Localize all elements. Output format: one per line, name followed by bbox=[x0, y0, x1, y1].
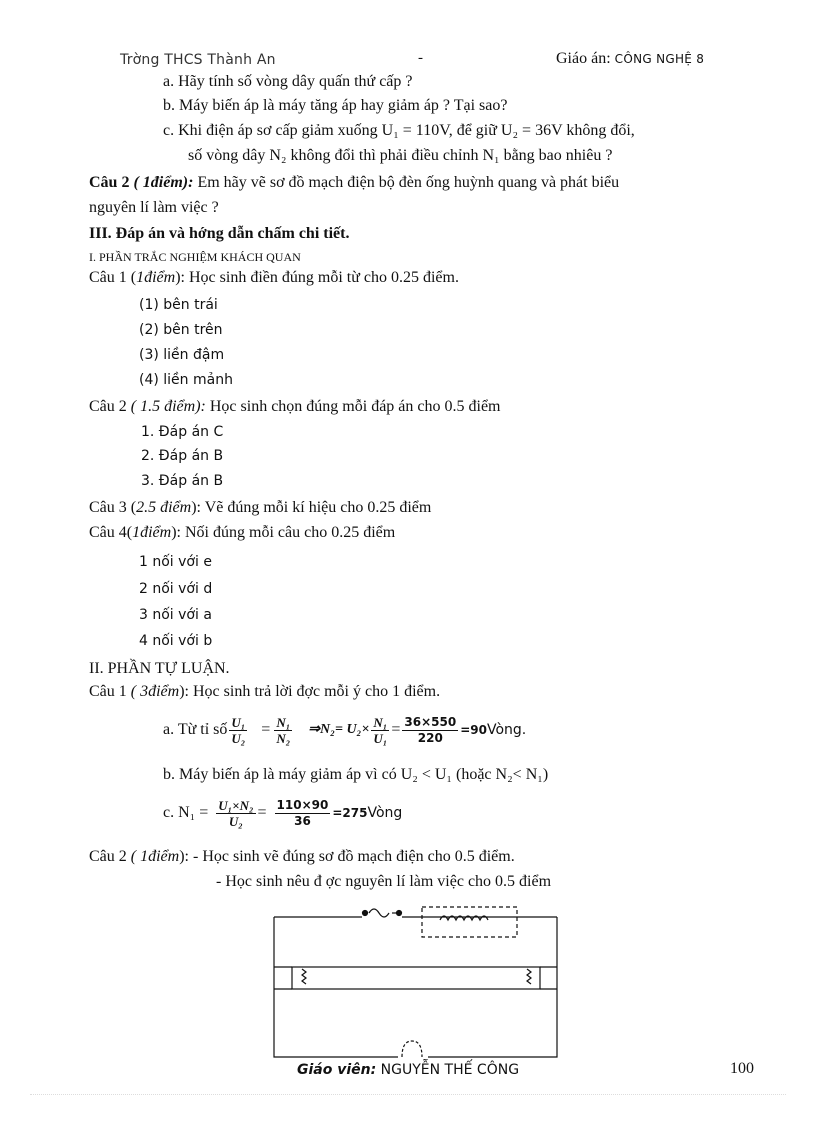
essay-c1-points: ( 3điểm bbox=[130, 683, 180, 700]
frac-num: N₁ bbox=[373, 714, 388, 730]
answer-c2 bbox=[89, 397, 501, 417]
page-bottom-divider bbox=[30, 1094, 786, 1095]
ballast-box bbox=[422, 907, 517, 937]
answer-c1-label: Câu 1 ( bbox=[89, 269, 137, 286]
essay-c2-points: ( 1điểm bbox=[130, 848, 180, 865]
answer-c4-item: 3 nối với a bbox=[139, 607, 212, 623]
essay-a-result: =90 bbox=[460, 723, 487, 737]
fraction-110x90-36 bbox=[275, 798, 331, 829]
fluorescent-tube bbox=[292, 967, 540, 989]
q2-text-line1: Em hãy vẽ sơ đồ mạch điện bộ đèn ống huỳnh quang và phát biểu bbox=[197, 174, 620, 191]
section-3-title: III. Đáp án và hớng dẫn chấm chi tiết. bbox=[89, 225, 350, 242]
essay-c-unit: Vòng bbox=[367, 805, 403, 821]
answer-c4-item: 2 nối với d bbox=[139, 581, 213, 597]
fluorescent-circuit-diagram bbox=[262, 895, 562, 1065]
frac-den: 36 bbox=[294, 813, 311, 828]
page-number: 100 bbox=[730, 1060, 754, 1077]
frac-den: 220 bbox=[417, 730, 443, 745]
essay-a-unit: Vòng. bbox=[486, 722, 527, 738]
essay-a-arrow: ⇒N₂= U₂× bbox=[308, 722, 370, 737]
frac-num: 110×90 bbox=[276, 797, 329, 812]
answer-c2-item: 2. Đáp án B bbox=[141, 448, 224, 464]
frac-num: U₁ bbox=[231, 714, 246, 730]
answer-c1-item: (1) bên trái bbox=[139, 297, 218, 313]
footer-teacher bbox=[297, 1062, 519, 1078]
frac-num: N₁ bbox=[276, 714, 291, 730]
essay-c1-text: ): Học sinh trả lời đợc mỗi ý cho 1 điểm. bbox=[179, 683, 441, 700]
answer-c2-item: 1. Đáp án C bbox=[141, 424, 224, 440]
question-c-line1: c. Khi điện áp sơ cấp giảm xuống U₁ = 110V, để giữ U₂ = 36V không đổi, bbox=[163, 122, 635, 139]
answer-c1 bbox=[89, 268, 459, 288]
essay-c-formula bbox=[163, 790, 402, 836]
essay-c2-text1: ): - Học sinh vẽ đúng sơ đồ mạch điện cho 0.5 điểm. bbox=[179, 848, 515, 865]
answer-c1-points: 1điểm bbox=[136, 269, 176, 286]
essay-c-result: =275 bbox=[332, 806, 368, 820]
fraction-n1-u1 bbox=[371, 715, 389, 746]
answer-c1-item: (4) liền mảnh bbox=[139, 372, 233, 388]
essay-a-eq2: = bbox=[391, 721, 401, 738]
wire-bottom-left bbox=[274, 989, 398, 1057]
answer-c4 bbox=[89, 523, 395, 543]
fraction-u1n2-u2 bbox=[216, 798, 255, 829]
source-terminal-left bbox=[363, 911, 368, 916]
essay-a-prefix: a. Từ tỉ số bbox=[163, 721, 228, 738]
essay-a-formula bbox=[163, 706, 526, 754]
answer-c4-item: 1 nối với e bbox=[139, 554, 212, 570]
essay-c1-label: Câu 1 bbox=[89, 683, 131, 700]
answer-c2-text: Học sinh chọn đúng mỗi đáp án cho 0.5 điểm bbox=[205, 398, 501, 415]
fraction-36x550-220 bbox=[402, 715, 458, 746]
answer-c1-item: (2) bên trên bbox=[139, 322, 223, 338]
essay-c2-label: Câu 2 bbox=[89, 848, 131, 865]
answer-c1-text: ): Học sinh điền đúng mỗi từ cho 0.25 điểm. bbox=[175, 269, 459, 286]
essay-c-prefix: c. N₁ = bbox=[163, 804, 209, 821]
answer-c2-points: ( 1.5 điểm): bbox=[130, 398, 206, 415]
answer-c3-points: 2.5 điểm bbox=[136, 499, 192, 516]
q2-text-line2: nguyên lí làm việc ? bbox=[89, 199, 219, 216]
fraction-u1-u2 bbox=[229, 715, 247, 746]
question-a: a. Hãy tính số vòng dây quấn thứ cấp ? bbox=[163, 73, 413, 90]
essay-b: b. Máy biến áp là máy giảm áp vì có U₂ < U₁ (hoặc N₂< N₁) bbox=[163, 766, 549, 783]
answer-c4-points: 1điểm bbox=[132, 524, 172, 541]
wire-bottom-right bbox=[428, 989, 557, 1057]
answer-c4-text: ): Nối đúng mỗi câu cho 0.25 điểm bbox=[171, 524, 396, 541]
answer-c4-item: 4 nối với b bbox=[139, 633, 213, 649]
answer-c3-text: ): Vẽ đúng mỗi kí hiệu cho 0.25 điểm bbox=[191, 499, 432, 516]
frac-den: U₂ bbox=[231, 730, 246, 746]
header-subject bbox=[556, 50, 704, 68]
frac-den: N₂ bbox=[276, 730, 291, 746]
answer-c3-label: Câu 3 ( bbox=[89, 499, 137, 516]
essay-c1 bbox=[89, 682, 440, 702]
fraction-n1-n2 bbox=[274, 715, 292, 746]
essay-c2-line1 bbox=[89, 847, 515, 867]
ac-source-icon bbox=[369, 909, 389, 917]
footer-teacher-name: NGUYỄN THẾ CÔNG bbox=[380, 1062, 520, 1078]
frac-den: U₁ bbox=[373, 730, 388, 746]
header-dash: - bbox=[418, 50, 423, 66]
essay-a-eq: = bbox=[261, 721, 271, 738]
header-school: Trờng THCS Thành An bbox=[120, 52, 276, 68]
section-i-title: I. PHẦN TRẮC NGHIỆM KHÁCH QUAN bbox=[89, 250, 301, 264]
section-ii-title: II. PHẦN TỰ LUẬN. bbox=[89, 660, 230, 677]
header-subject-label: Giáo án: bbox=[556, 50, 611, 67]
essay-c-eq: = bbox=[257, 804, 267, 821]
filament-right-icon bbox=[527, 969, 531, 984]
q2-points: ( 1điểm): bbox=[133, 174, 194, 191]
starter-icon bbox=[402, 1041, 422, 1057]
answer-c2-label: Câu 2 bbox=[89, 398, 131, 415]
question-b: b. Máy biến áp là máy tăng áp hay giảm áp ? Tại sao? bbox=[163, 97, 508, 114]
frac-num: U₁×N₂ bbox=[218, 797, 254, 813]
frac-num: 36×550 bbox=[404, 714, 457, 729]
answer-c4-label: Câu 4( bbox=[89, 524, 133, 541]
question-c-line2: số vòng dây N₂ không đổi thì phải điều chỉnh N₁ bằng bao nhiêu ? bbox=[188, 147, 613, 164]
filament-left-icon bbox=[302, 969, 306, 984]
footer-teacher-label: Giáo viên: bbox=[297, 1062, 377, 1078]
answer-c1-item: (3) liền đậm bbox=[139, 347, 225, 363]
source-terminal-right bbox=[397, 911, 402, 916]
q2-label: Câu 2 bbox=[89, 174, 130, 191]
answer-c3 bbox=[89, 498, 431, 518]
answer-c2-item: 3. Đáp án B bbox=[141, 473, 224, 489]
header-subject-name: CÔNG NGHỆ 8 bbox=[614, 52, 705, 66]
question-2 bbox=[89, 173, 757, 193]
essay-c2-line2: - Học sinh nêu đ ợc nguyên lí làm việc cho 0.5 điểm bbox=[216, 873, 552, 890]
frac-den: U₂ bbox=[228, 813, 243, 829]
